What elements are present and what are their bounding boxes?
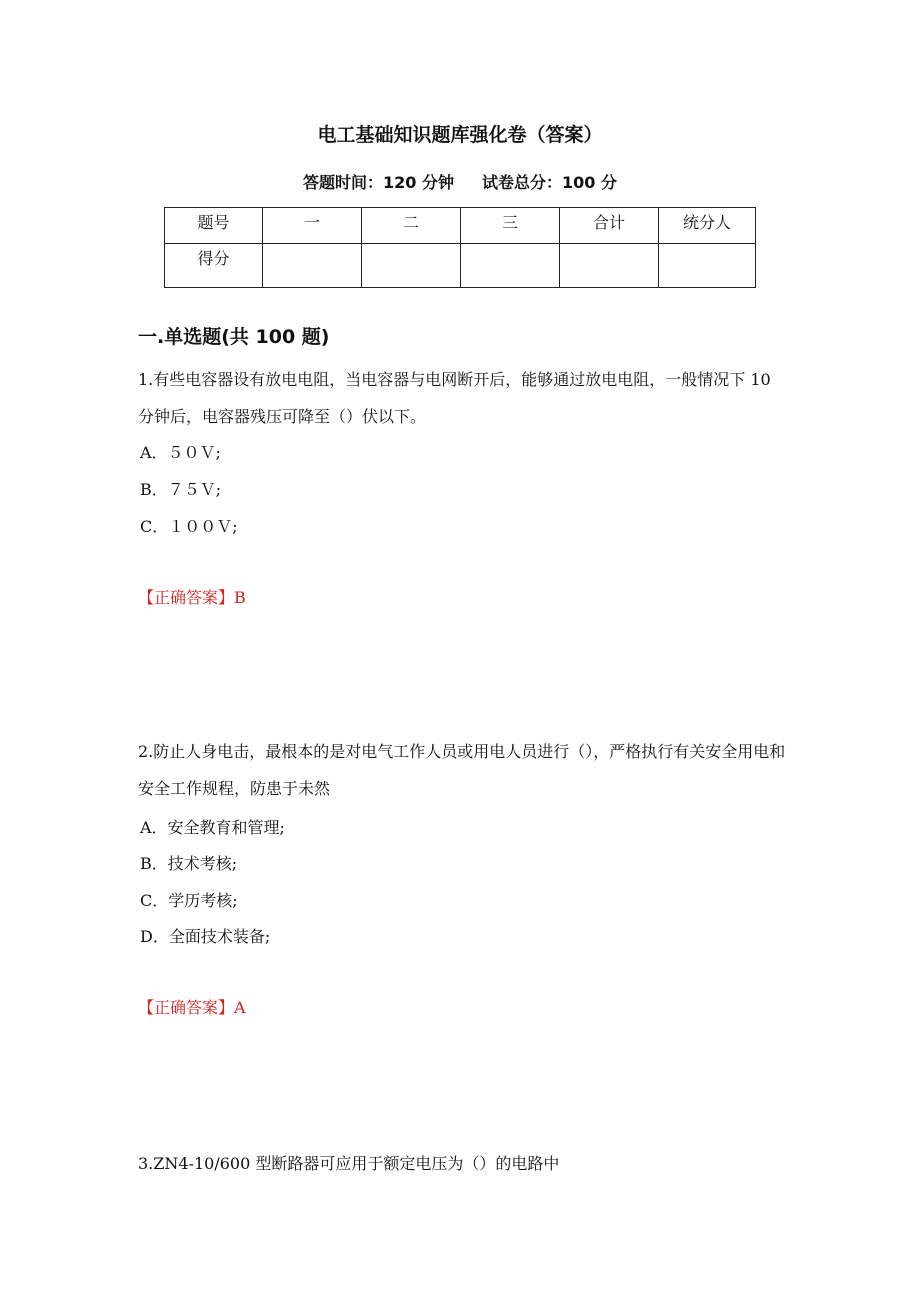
question-text: 1.有些电容器设有放电电阻，当电容器与电网断开后，能够通过放电电阻，一般情况下 10 分钟后，电容器残压可降至（）伏以下。 xyxy=(138,370,771,426)
question-option: A．安全教育和管理; xyxy=(140,818,285,837)
page-title: 电工基础知识题库强化卷（答案） xyxy=(317,124,603,146)
exam-meta xyxy=(0,170,920,193)
question-option: B．技术考核; xyxy=(140,854,238,873)
correct-answer: 【正确答案】A xyxy=(138,998,246,1017)
score-table-header-cell: 统分人 xyxy=(659,208,756,244)
score-cell xyxy=(659,244,756,288)
score-table-header-cell: 三 xyxy=(461,208,560,244)
question-text: 2.防止人身电击，最根本的是对电气工作人员或用电人员进行（），严格执行有关安全用电和安全工作规程，防患于未然 xyxy=(138,742,786,798)
score-cell xyxy=(461,244,560,288)
exam-total-score: 试卷总分：100 分 xyxy=(482,173,617,192)
score-cell xyxy=(362,244,461,288)
score-table-header-cell: 二 xyxy=(362,208,461,244)
score-cell xyxy=(560,244,659,288)
question-option: C．学历考核; xyxy=(140,891,238,910)
question-text: 3.ZN4-10/600 型断路器可应用于额定电压为（）的电路中 xyxy=(138,1154,560,1173)
question-option: C．１００Ｖ; xyxy=(140,517,238,536)
score-table-header-cell: 合计 xyxy=(560,208,659,244)
question-option: A．５０Ｖ; xyxy=(140,443,221,462)
correct-answer: 【正确答案】B xyxy=(138,588,246,607)
score-table-header-cell: 题号 xyxy=(165,208,263,244)
score-table-header-row xyxy=(165,208,756,244)
score-cell xyxy=(263,244,362,288)
exam-time: 答题时间：120 分钟 xyxy=(303,173,454,192)
question-option: D．全面技术装备; xyxy=(140,927,271,946)
question-option: B．７５Ｖ; xyxy=(140,480,222,499)
score-row-label: 得分 xyxy=(165,244,263,288)
section-title: 一.单选题(共 100 题) xyxy=(138,326,330,348)
score-table-header-cell: 一 xyxy=(263,208,362,244)
score-table xyxy=(164,207,756,288)
score-table-score-row xyxy=(165,244,756,288)
